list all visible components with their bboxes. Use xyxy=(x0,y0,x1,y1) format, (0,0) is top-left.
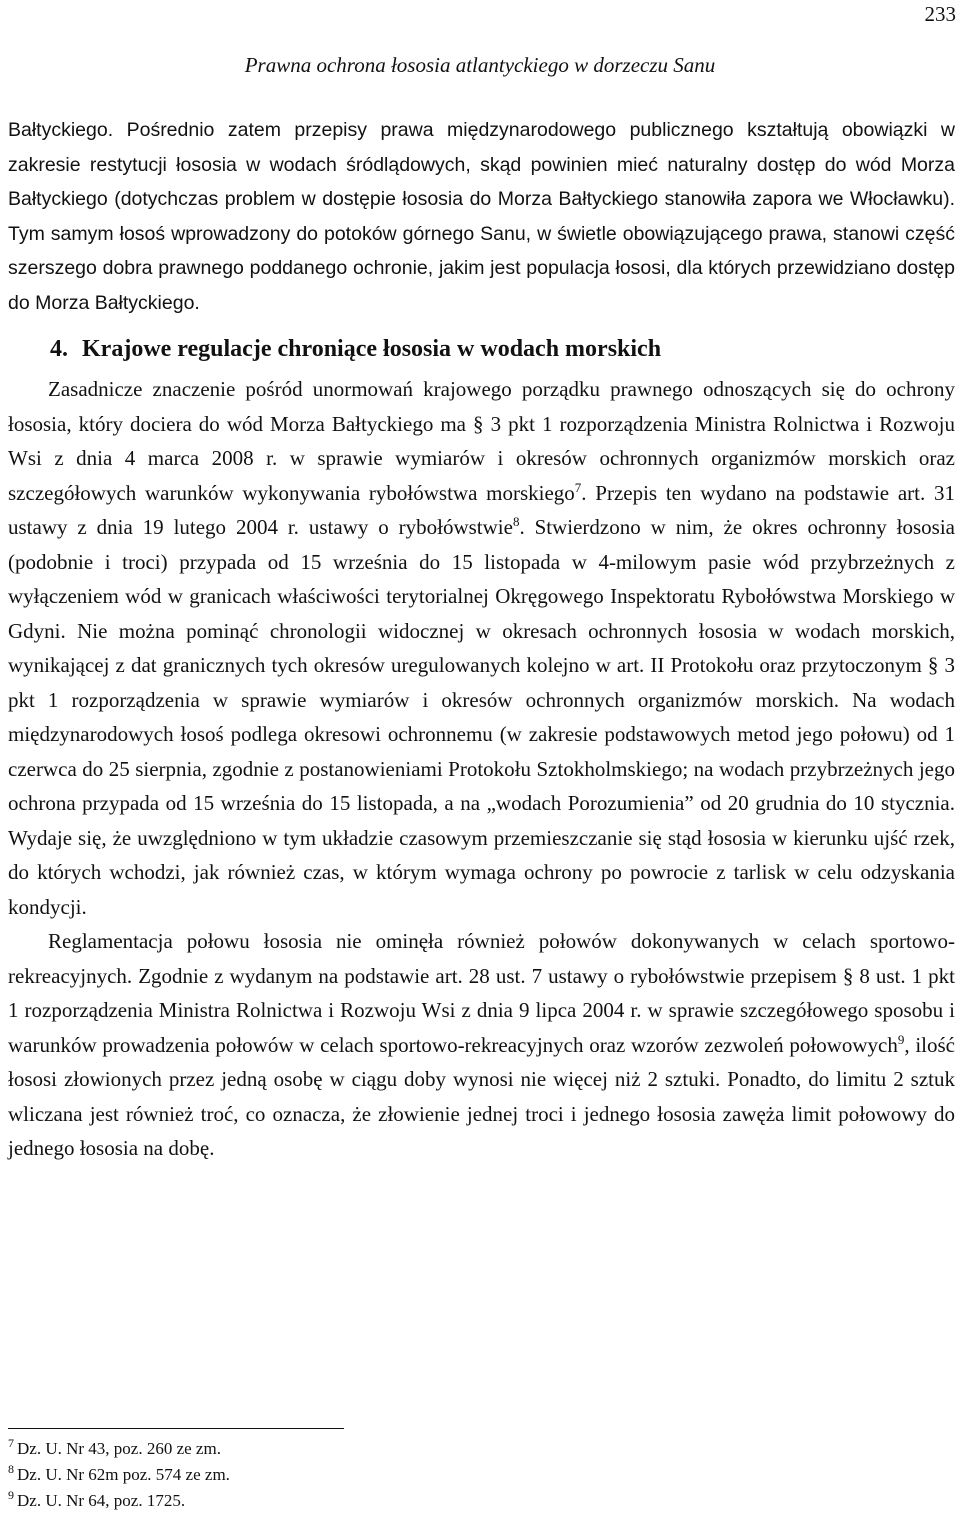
main-content xyxy=(8,113,955,1166)
page-number: 233 xyxy=(924,2,956,26)
footnote-ref: 9 xyxy=(897,1031,905,1047)
footnote-number: 7 xyxy=(8,1436,14,1451)
paragraph-sport-fishing xyxy=(8,924,955,1166)
footnote-ref: 7 xyxy=(574,479,582,495)
paragraph-text: . Przepis ten wydano na podstawie art. 31 ustawy z dnia 19 lutego 2004 r. ustawy o rybołówstwie xyxy=(8,480,955,539)
section-heading xyxy=(50,330,955,368)
footnote-text: Dz. U. Nr 43, poz. 260 ze zm. xyxy=(17,1439,221,1458)
paragraph-text: , ilość łososi złowionych przez jedną osobę w ciągu doby wynosi nie więcej niż 2 sztuki. Ponadto, do limitu 2 sztuk wliczana jest również troć, co oznacza, że złowienie jednej troci i jednego łososia zawęża limit połowowy do jednego łososia na dobę. xyxy=(8,1032,955,1160)
section-number: 4. xyxy=(50,336,68,362)
footnote-text: Dz. U. Nr 62m poz. 574 ze zm. xyxy=(17,1465,230,1484)
paragraph-regulations xyxy=(8,372,955,924)
footnotes xyxy=(8,1436,230,1514)
footnote-number: 9 xyxy=(8,1488,14,1503)
footnote-item xyxy=(8,1462,230,1488)
paragraph-text: Zasadnicze znaczenie pośród unormowań krajowego porządku prawnego odnoszących się do ochrony łososia, który dociera do wód Morza Bałtyckiego ma § 3 pkt 1 rozporządzenia Ministra Rolnictwa i Rozwoju Wsi z dnia 4 marca 2008 r. w sprawie wymiarów i okresów ochronnych organizmów morskich oraz szczegółowych warunków wykonywania rybołówstwa morskiego xyxy=(8,377,955,505)
footnote-text: Dz. U. Nr 64, poz. 1725. xyxy=(17,1491,186,1510)
footnote-number: 8 xyxy=(8,1462,14,1477)
paragraph-text: Reglamentacja połowu łososia nie ominęła również połowów dokonywanych w celach sportowo-rekreacyjnych. Zgodnie z wydanym na podstawie art. 28 ust. 7 ustawy o rybołówstwie przepisem § 8 ust. 1 pkt 1 rozporządzenia Ministra Rolnictwa i Rozwoju Wsi z dnia 9 lipca 2004 r. w sprawie szczegółowego sposobu i warunków prowadzenia połowów w celach sportowo-rekreacyjnych oraz wzorów zezwoleń połowowych xyxy=(8,929,955,1057)
footnote-item xyxy=(8,1436,230,1462)
paragraph-intro: Bałtyckiego. Pośrednio zatem przepisy prawa międzynarodowego publicznego kształtują obowiązki w zakresie restytucji łososia w wodach śródlądowych, skąd powinien mieć naturalny dostęp do wód Morza Bałtyckiego (dotychczas problem w dostępie łososia do Morza Bałtyckiego stanowiła zapora we Włocławku). Tym samym łosoś wprowadzony do potoków górnego Sanu, w świetle obowiązującego prawa, stanowi część szerszego dobra prawnego poddanego ochronie, jakim jest populacja łososi, dla których przewidziano dostęp do Morza Bałtyckiego. xyxy=(8,119,955,314)
footnote-ref: 8 xyxy=(512,514,520,529)
footnote-divider xyxy=(8,1428,344,1429)
paragraph-text: . Stwierdzono w nim, że okres ochronny łososia (podobnie i troci) przypada od 15 września do 15 listopada w 4-milowym pasie wód przybrzeżnych z wyłączeniem wód w granicach właściwości terytorialnej Okręgowego Inspektoratu Rybołówstwa Morskiego w Gdyni. Nie można pominąć chronologii widocznej w okresach ochronnych łososia w wodach morskich, wynikającej z dat granicznych tych okresów uregulowanych kolejno w art. II Protokołu oraz przytoczonym § 3 pkt 1 rozporządzenia w sprawie wymiarów i okresów ochronnych organizmów morskich. Na wodach międzynarodowych łosoś podlega okresowi ochronnemu (w zakresie podstawowych metod jego połowu) od 1 czerwca do 25 sierpnia, zgodnie z postanowieniami Protokołu Sztokholmskiego; na wodach przybrzeżnych jego ochrona przypada od 15 września do 15 listopada, a na „wodach Porozumienia” od 20 grudnia do 10 stycznia. Wydaje się, że uwzględniono w tym układzie czasowym przemieszczanie się stąd łososia w kierunku ujść rzek, do których wchodzi, jak również czas, w którym wymaga ochrony po powrocie z tarlisk w celu odzyskania kondycji. xyxy=(8,515,956,919)
running-header: Prawna ochrona łososia atlantyckiego w dorzeczu Sanu xyxy=(244,53,716,77)
section-title: Krajowe regulacje chroniące łososia w wodach morskich xyxy=(82,336,662,362)
footnote-item xyxy=(8,1488,230,1514)
